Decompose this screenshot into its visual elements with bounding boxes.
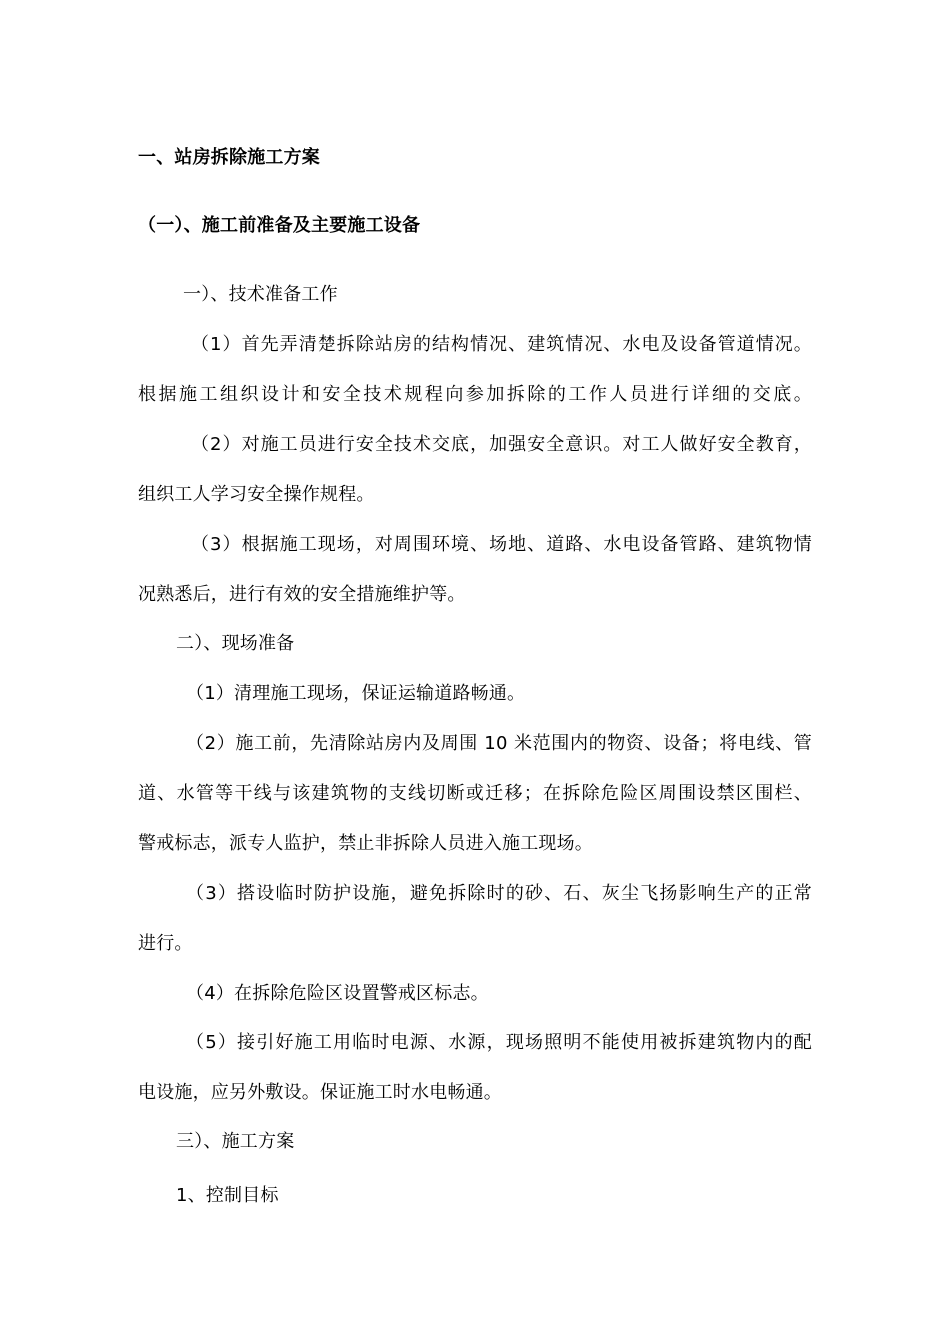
- paragraph-line: （1）清理施工现场，保证运输道路畅通。: [186, 683, 526, 704]
- paragraph-line: 电设施，应另外敷设。保证施工时水电畅通。: [138, 1082, 502, 1103]
- paragraph-line: （3）根据施工现场，对周围环境、场地、道路、水电设备管路、建筑物情: [191, 534, 812, 555]
- section-heading-preparation: （一）、施工前准备及主要施工设备: [138, 215, 421, 236]
- paragraph-line: （2）施工前，先清除站房内及周围 10 米范围内的物资、设备；将电线、管: [186, 733, 812, 754]
- paragraph-line: 况熟悉后，进行有效的安全措施维护等。: [138, 584, 466, 605]
- subheading-technical-preparation: 一）、技术准备工作: [183, 284, 338, 305]
- paragraph-line: 根据施工组织设计和安全技术规程向参加拆除的工作人员进行详细的交底。: [138, 384, 812, 405]
- paragraph-line: 警戒标志，派专人监护，禁止非拆除人员进入施工现场。: [138, 833, 593, 854]
- subheading-site-preparation: 二）、现场准备: [176, 633, 295, 654]
- document-title: 一、站房拆除施工方案: [138, 147, 320, 168]
- paragraph-line: （4）在拆除危险区设置警戒区标志。: [186, 983, 489, 1004]
- subheading-construction-plan: 三）、施工方案: [176, 1131, 295, 1152]
- paragraph-line: 1、控制目标: [176, 1185, 279, 1206]
- paragraph-line: （5）接引好施工用临时电源、水源，现场照明不能使用被拆建筑物内的配: [186, 1032, 812, 1053]
- paragraph-line: 道、水管等干线与该建筑物的支线切断或迁移；在拆除危险区周围设禁区围栏、: [138, 783, 812, 804]
- paragraph-line: （3）搭设临时防护设施，避免拆除时的砂、石、灰尘飞扬影响生产的正常: [186, 883, 812, 904]
- paragraph-line: 组织工人学习安全操作规程。: [138, 484, 375, 505]
- paragraph-line: 进行。: [138, 933, 193, 954]
- paragraph-line: （2）对施工员进行安全技术交底，加强安全意识。对工人做好安全教育，: [191, 434, 812, 455]
- paragraph-line: （1）首先弄清楚拆除站房的结构情况、建筑情况、水电及设备管道情况。: [191, 334, 812, 355]
